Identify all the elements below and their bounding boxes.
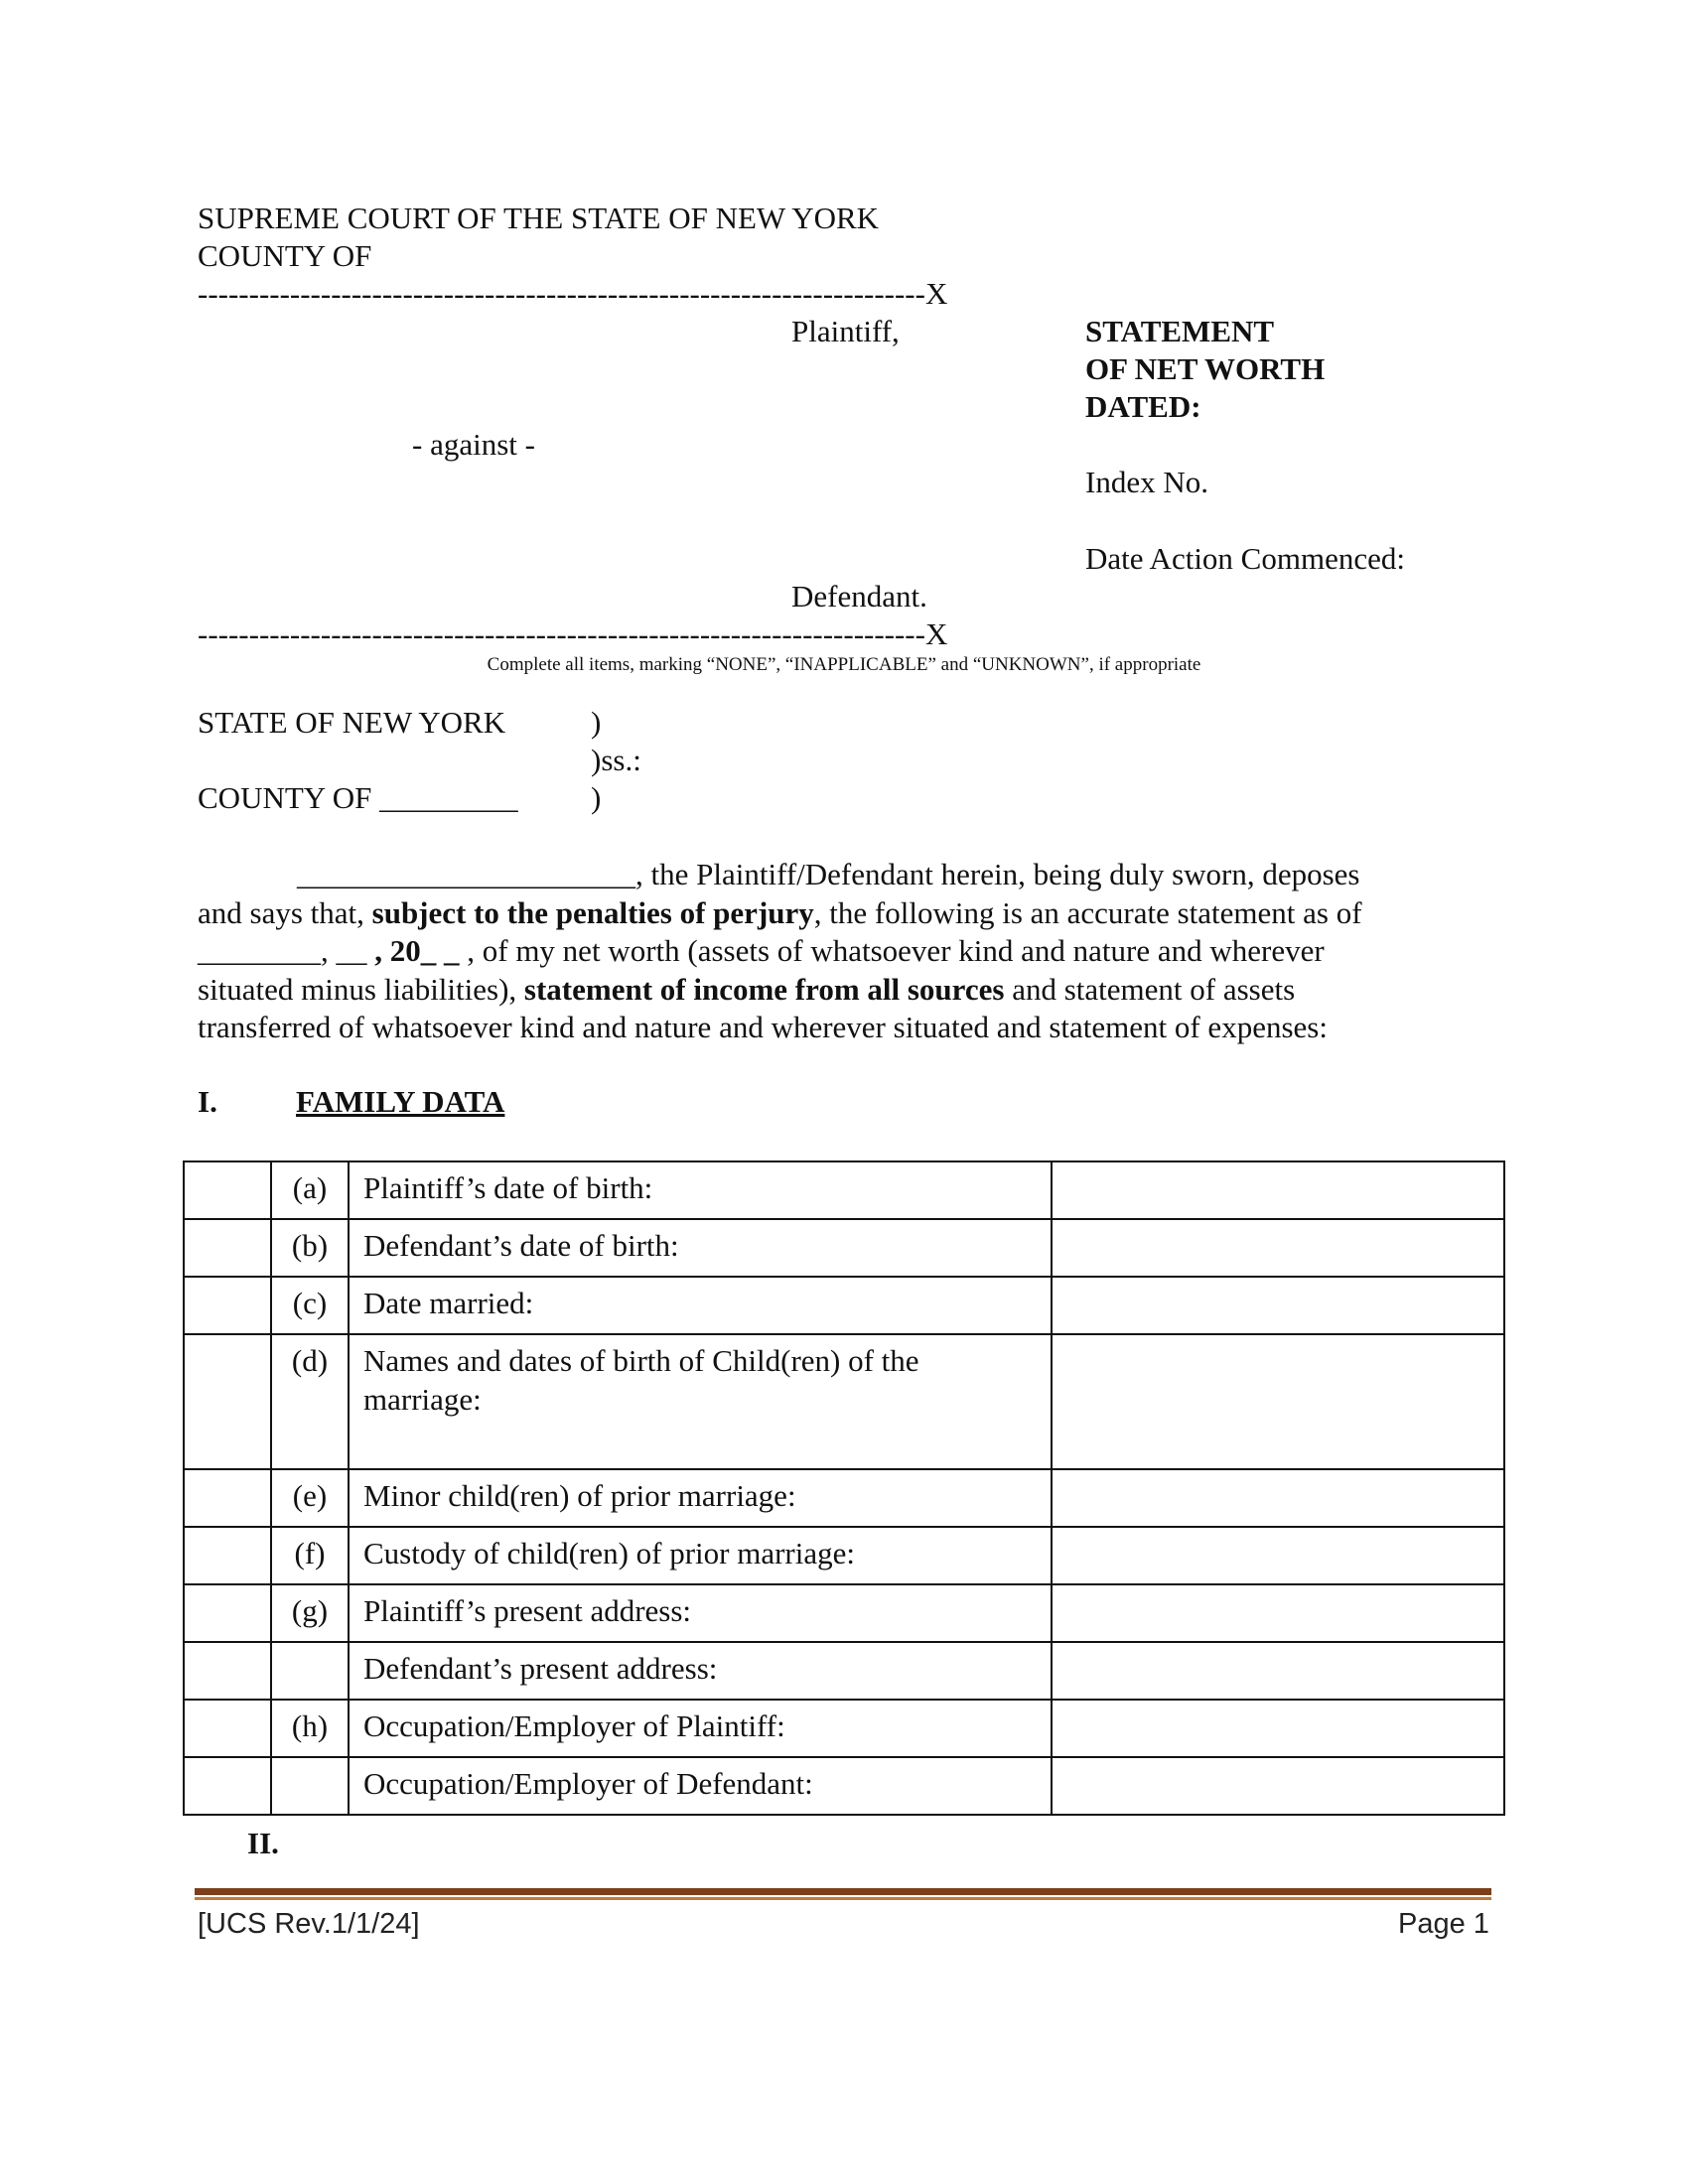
- county-line: COUNTY OF: [198, 238, 372, 273]
- venue-county: COUNTY OF _________: [198, 780, 518, 815]
- row-answer-field[interactable]: [1052, 1219, 1504, 1277]
- table-row: [184, 1642, 1504, 1700]
- table-row: [184, 1277, 1504, 1334]
- row-letter: (e): [271, 1469, 349, 1527]
- row-answer-field[interactable]: [1052, 1277, 1504, 1334]
- row-label: Defendant’s present address:: [349, 1642, 1052, 1700]
- document-title-line1: STATEMENT: [1085, 314, 1275, 348]
- row-answer-field[interactable]: [1052, 1757, 1504, 1815]
- caption-rule-bottom: -----------------------------------------------------------------------X: [198, 616, 948, 651]
- row-letter: (d): [271, 1334, 349, 1469]
- affidavit-line-3: ________, __ , 20_ _ , of my net worth (assets of whatsoever kind and nature and wherever: [198, 933, 1325, 968]
- row-label: Date married:: [349, 1277, 1052, 1334]
- footer-rule: [195, 1888, 1491, 1901]
- row-label: Custody of child(ren) of prior marriage:: [349, 1527, 1052, 1584]
- index-no-label: Index No.: [1085, 465, 1208, 499]
- row-answer-field[interactable]: [1052, 1527, 1504, 1584]
- affidavit-paragraph: [198, 856, 1488, 1047]
- table-row: [184, 1584, 1504, 1642]
- document-title-line2: OF NET WORTH: [1085, 351, 1326, 386]
- row-letter: (f): [271, 1527, 349, 1584]
- venue-ss: )ss.:: [591, 743, 641, 777]
- row-label: Defendant’s date of birth:: [349, 1219, 1052, 1277]
- row-answer-field[interactable]: [1052, 1334, 1504, 1469]
- row-letter: (c): [271, 1277, 349, 1334]
- affidavit-line-2: and says that, subject to the penalties of perjury, the following is an accurate statement as of: [198, 894, 1362, 930]
- row-blank-cell: [184, 1469, 271, 1527]
- document-title-dated: DATED:: [1085, 389, 1201, 424]
- date-action-commenced-label: Date Action Commenced:: [1085, 541, 1405, 576]
- row-label: Occupation/Employer of Plaintiff:: [349, 1700, 1052, 1757]
- row-label: Occupation/Employer of Defendant:: [349, 1757, 1052, 1815]
- row-letter: (b): [271, 1219, 349, 1277]
- row-label: Minor child(ren) of prior marriage:: [349, 1469, 1052, 1527]
- row-blank-cell: [184, 1334, 271, 1469]
- row-answer-field[interactable]: [1052, 1584, 1504, 1642]
- row-blank-cell: [184, 1527, 271, 1584]
- row-blank-cell: [184, 1700, 271, 1757]
- footer-revision: [UCS Rev.1/1/24]: [198, 1908, 420, 1940]
- table-row: [184, 1469, 1504, 1527]
- court-name: SUPREME COURT OF THE STATE OF NEW YORK: [198, 201, 880, 235]
- row-letter: [271, 1642, 349, 1700]
- plaintiff-label: Plaintiff,: [791, 314, 900, 348]
- affidavit-line-4: situated minus liabilities), statement of income from all sources and statement of assets: [198, 971, 1296, 1007]
- instruction-note: Complete all items, marking “NONE”, “INAPPLICABLE” and “UNKNOWN”, if appropriate: [487, 654, 1201, 675]
- footer-page-number: Page 1: [1398, 1908, 1489, 1940]
- family-data-table: [183, 1160, 1505, 1816]
- defendant-label: Defendant.: [791, 579, 927, 614]
- row-blank-cell: [184, 1642, 271, 1700]
- row-blank-cell: [184, 1757, 271, 1815]
- row-letter: (g): [271, 1584, 349, 1642]
- venue-paren-top: ): [591, 705, 602, 740]
- table-row: [184, 1219, 1504, 1277]
- row-blank-cell: [184, 1219, 271, 1277]
- row-letter: [271, 1757, 349, 1815]
- table-row: [184, 1700, 1504, 1757]
- affidavit-line-1: ______________________, the Plaintiff/Defendant herein, being duly sworn, deposes: [297, 857, 1360, 891]
- against-label: - against -: [412, 427, 535, 462]
- table-row: [184, 1527, 1504, 1584]
- affidavit-line-5: transferred of whatsoever kind and nature and wherever situated and statement of expenses:: [198, 1010, 1328, 1044]
- row-label: Plaintiff’s date of birth:: [349, 1161, 1052, 1219]
- table-row: [184, 1757, 1504, 1815]
- venue-paren-bottom: ): [591, 780, 602, 815]
- row-blank-cell: [184, 1277, 271, 1334]
- row-blank-cell: [184, 1584, 271, 1642]
- row-label: Plaintiff’s present address:: [349, 1584, 1052, 1642]
- row-letter: (a): [271, 1161, 349, 1219]
- row-answer-field[interactable]: [1052, 1642, 1504, 1700]
- table-row: [184, 1161, 1504, 1219]
- row-answer-field[interactable]: [1052, 1469, 1504, 1527]
- section-1-title: FAMILY DATA: [296, 1084, 505, 1119]
- row-blank-cell: [184, 1161, 271, 1219]
- venue-state: STATE OF NEW YORK: [198, 705, 506, 740]
- row-answer-field[interactable]: [1052, 1161, 1504, 1219]
- row-answer-field[interactable]: [1052, 1700, 1504, 1757]
- section-1-numeral: I.: [198, 1084, 217, 1119]
- table-row: [184, 1334, 1504, 1469]
- section-2-numeral: II.: [247, 1826, 279, 1860]
- row-letter: (h): [271, 1700, 349, 1757]
- row-label: Names and dates of birth of Child(ren) of the marriage:: [349, 1334, 1052, 1469]
- caption-rule-top: -----------------------------------------------------------------------X: [198, 276, 948, 311]
